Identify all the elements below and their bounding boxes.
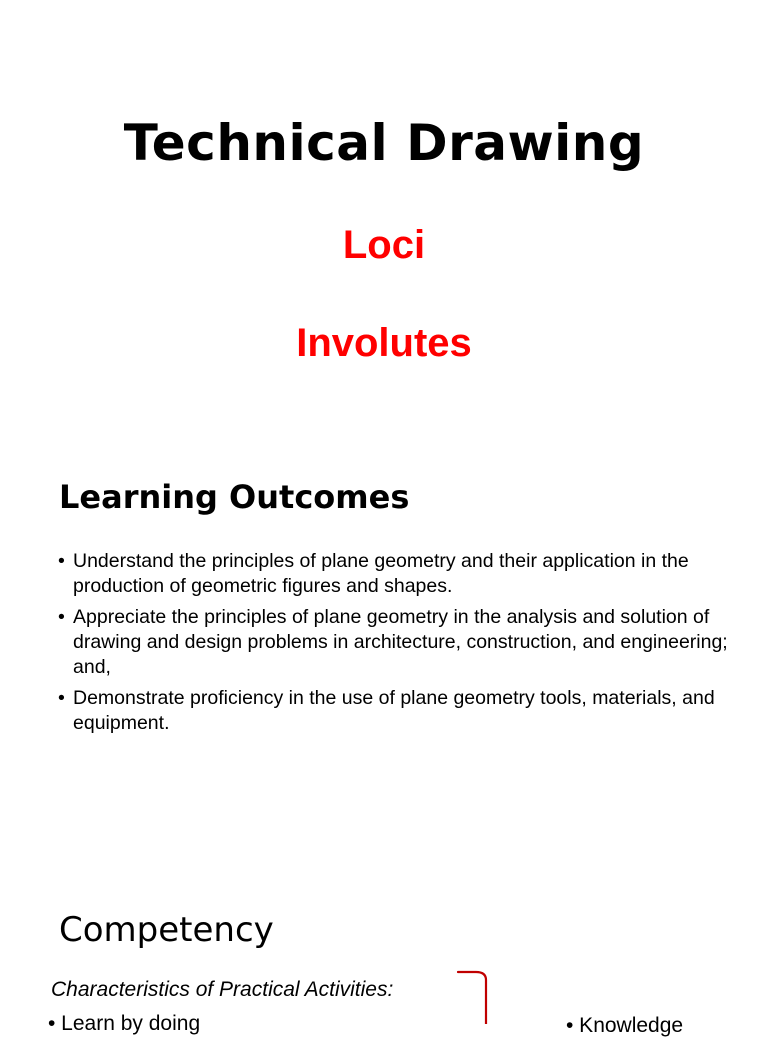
bullet-icon: •: [58, 687, 65, 709]
competency-heading: Competency: [59, 910, 274, 950]
bullet-icon: •: [58, 550, 65, 572]
knowledge-item: • Knowledge: [566, 1014, 684, 1037]
bullet-icon: •: [58, 606, 65, 628]
subtitle-involutes: Involutes: [296, 321, 472, 365]
learning-outcomes-heading: Learning Outcomes: [59, 478, 410, 516]
document-title: Technical Drawing: [123, 114, 645, 172]
list-item: [58, 549, 728, 599]
list-item: [58, 605, 728, 680]
characteristics-label: Characteristics of Practical Activities:: [51, 978, 394, 1001]
learning-outcomes-list: [58, 549, 728, 742]
list-item-text: Appreciate the principles of plane geometry in the analysis and solution of drawing and design problems in architecture, construction, and engineering; and,: [73, 606, 728, 678]
learn-by-doing-item: • Learn by doing: [48, 1012, 201, 1035]
list-item-text: Demonstrate proficiency in the use of plane geometry tools, materials, and equipment.: [73, 687, 715, 734]
subtitle-loci: Loci: [342, 223, 426, 267]
list-item: [58, 686, 728, 736]
curly-brace-icon: [452, 966, 492, 1024]
list-item-text: Understand the principles of plane geometry and their application in the production of geometric figures and shapes.: [73, 550, 689, 597]
